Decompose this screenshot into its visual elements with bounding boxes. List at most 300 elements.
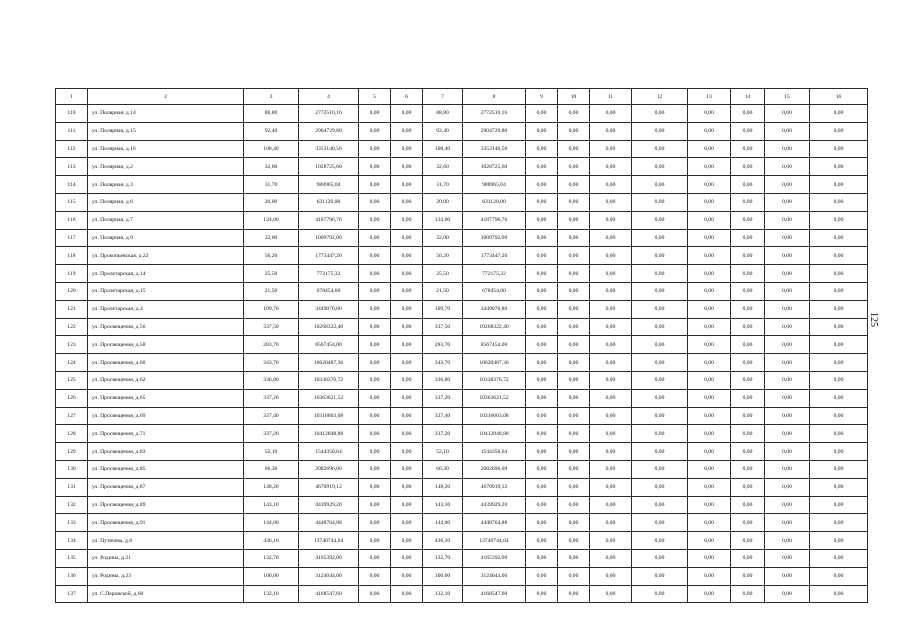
table-row	[56, 176, 868, 194]
value-cell: 0,00	[526, 371, 558, 389]
value-cell: 0,00	[632, 478, 688, 496]
value-cell: 0,00	[391, 105, 423, 123]
value-cell: 0,00	[632, 514, 688, 532]
value-cell: 0,00	[731, 265, 765, 283]
value-cell: 0,00	[765, 229, 810, 247]
row-number-cell: 112	[56, 140, 88, 158]
value-cell: 0,00	[810, 407, 868, 425]
column-header: 14	[731, 89, 765, 105]
value-cell: 0,00	[810, 265, 868, 283]
value-cell: 283,70	[423, 336, 463, 354]
value-cell: 3124044,00	[463, 567, 526, 585]
table-row	[56, 211, 868, 229]
value-cell: 0,00	[632, 247, 688, 265]
value-cell: 0,00	[359, 478, 391, 496]
value-cell: 0,00	[688, 514, 731, 532]
column-header: 12	[632, 89, 688, 105]
value-cell: 10412848,88	[299, 425, 359, 443]
value-cell: 0,00	[731, 443, 765, 461]
value-cell: 0,00	[590, 140, 632, 158]
value-cell: 0,00	[765, 514, 810, 532]
value-cell: 0,00	[526, 247, 558, 265]
value-cell: 0,00	[359, 336, 391, 354]
value-cell: 0,00	[731, 567, 765, 585]
column-header: 6	[391, 89, 423, 105]
address-cell: ул. Просвещения, д.65	[88, 389, 244, 407]
value-cell: 988965,04	[299, 176, 359, 194]
row-number-cell: 118	[56, 247, 88, 265]
value-cell: 0,00	[688, 425, 731, 443]
value-cell: 0,00	[558, 158, 590, 176]
value-cell: 0,00	[590, 247, 632, 265]
value-cell: 0,00	[688, 265, 731, 283]
value-cell: 0,00	[558, 407, 590, 425]
value-cell: 0,00	[765, 211, 810, 229]
row-number-cell: 110	[56, 105, 88, 123]
row-number-cell: 131	[56, 478, 88, 496]
value-cell: 0,00	[688, 282, 731, 300]
value-cell: 0,00	[526, 140, 558, 158]
value-cell: 0,00	[590, 300, 632, 318]
value-cell: 108,40	[423, 140, 463, 158]
value-cell: 0,00	[558, 425, 590, 443]
value-cell: 0,00	[810, 105, 868, 123]
value-cell: 0,00	[765, 425, 810, 443]
value-cell: 0,00	[688, 336, 731, 354]
value-cell: 0,00	[731, 478, 765, 496]
value-cell: 100,00	[244, 567, 299, 585]
value-cell: 436,10	[244, 532, 299, 550]
value-cell: 0,00	[688, 371, 731, 389]
value-cell: 0,00	[558, 549, 590, 567]
value-cell: 0,00	[731, 247, 765, 265]
value-cell: 0,00	[731, 105, 765, 123]
row-number-cell: 115	[56, 193, 88, 211]
value-cell: 0,00	[391, 371, 423, 389]
address-cell: ул. С.Перовской, д.60	[88, 585, 244, 603]
value-cell: 0,00	[391, 336, 423, 354]
value-cell: 0,00	[632, 229, 688, 247]
value-cell: 0,00	[810, 247, 868, 265]
value-cell: 31,70	[244, 176, 299, 194]
value-cell: 0,00	[731, 354, 765, 372]
value-cell: 0,00	[526, 443, 558, 461]
address-cell: ул. Прокопьевская, д.22	[88, 247, 244, 265]
value-cell: 0,00	[590, 460, 632, 478]
value-cell: 0,00	[391, 478, 423, 496]
value-cell: 0,00	[765, 318, 810, 336]
value-cell: 337,20	[244, 389, 299, 407]
value-cell: 0,00	[558, 443, 590, 461]
value-cell: 8567454,00	[463, 336, 526, 354]
value-cell: 0,00	[359, 158, 391, 176]
value-cell: 0,00	[558, 371, 590, 389]
value-cell: 0,00	[765, 460, 810, 478]
value-cell: 0,00	[688, 532, 731, 550]
value-cell: 0,00	[632, 122, 688, 140]
row-number-cell: 133	[56, 514, 88, 532]
value-cell: 92,40	[244, 122, 299, 140]
table-row	[56, 354, 868, 372]
table-row	[56, 371, 868, 389]
column-header: 10	[558, 89, 590, 105]
value-cell: 0,00	[810, 122, 868, 140]
value-cell: 0,00	[359, 229, 391, 247]
value-cell: 32,60	[423, 158, 463, 176]
value-cell: 4187796,76	[299, 211, 359, 229]
value-cell: 10620487,36	[299, 354, 359, 372]
value-cell: 0,00	[765, 354, 810, 372]
value-cell: 32,00	[423, 229, 463, 247]
value-cell: 0,00	[810, 158, 868, 176]
value-cell: 0,00	[590, 229, 632, 247]
value-cell: 0,00	[731, 211, 765, 229]
value-cell: 0,00	[391, 282, 423, 300]
value-cell: 337,20	[423, 389, 463, 407]
column-header: 4	[299, 89, 359, 105]
column-header: 7	[423, 89, 463, 105]
value-cell: 0,00	[359, 300, 391, 318]
value-cell: 0,00	[688, 211, 731, 229]
value-cell: 337,40	[423, 407, 463, 425]
table-row	[56, 460, 868, 478]
value-cell: 336,80	[423, 371, 463, 389]
value-cell: 0,00	[590, 549, 632, 567]
value-cell: 52,10	[244, 443, 299, 461]
value-cell: 0,00	[391, 389, 423, 407]
value-cell: 4448764,88	[463, 514, 526, 532]
value-cell: 4168547,60	[463, 585, 526, 603]
value-cell: 0,00	[558, 176, 590, 194]
value-cell: 0,00	[590, 585, 632, 603]
value-cell: 10268322,40	[299, 318, 359, 336]
value-cell: 20,00	[423, 193, 463, 211]
table-row	[56, 389, 868, 407]
value-cell: 132,10	[423, 585, 463, 603]
row-number-cell: 130	[56, 460, 88, 478]
value-cell: 0,00	[359, 514, 391, 532]
value-cell: 0,00	[391, 211, 423, 229]
row-number-cell: 135	[56, 549, 88, 567]
address-cell: ул. Полярная, д.14	[88, 105, 244, 123]
value-cell: 337,20	[244, 425, 299, 443]
value-cell: 0,00	[359, 247, 391, 265]
value-cell: 0,00	[558, 140, 590, 158]
value-cell: 25,50	[244, 265, 299, 283]
value-cell: 0,00	[688, 478, 731, 496]
value-cell: 0,00	[526, 425, 558, 443]
value-cell: 0,00	[765, 158, 810, 176]
value-cell: 0,00	[558, 496, 590, 514]
row-number-cell: 134	[56, 532, 88, 550]
value-cell: 144,00	[244, 514, 299, 532]
address-cell: ул. Просвещения, д.71	[88, 425, 244, 443]
address-cell: ул. Родины, д.21	[88, 549, 244, 567]
value-cell: 20,00	[244, 193, 299, 211]
value-cell: 0,00	[558, 567, 590, 585]
value-cell: 0,00	[632, 389, 688, 407]
value-cell: 0,00	[391, 176, 423, 194]
row-number-cell: 114	[56, 176, 88, 194]
column-header: 5	[359, 89, 391, 105]
value-cell: 0,00	[688, 158, 731, 176]
address-cell: ул. Пролетарская, д.4	[88, 300, 244, 318]
value-cell: 0,00	[590, 443, 632, 461]
value-cell: 0,00	[731, 176, 765, 194]
value-cell: 0,00	[558, 265, 590, 283]
value-cell: 10338376,72	[463, 371, 526, 389]
value-cell: 0,00	[526, 282, 558, 300]
row-number-cell: 127	[56, 407, 88, 425]
value-cell: 0,00	[359, 549, 391, 567]
value-cell: 0,00	[558, 389, 590, 407]
value-cell: 0,00	[810, 567, 868, 585]
value-cell: 0,00	[688, 549, 731, 567]
value-cell: 0,00	[810, 229, 868, 247]
value-cell: 0,00	[632, 567, 688, 585]
value-cell: 4439929,20	[299, 496, 359, 514]
value-cell: 0,00	[359, 282, 391, 300]
value-cell: 0,00	[590, 105, 632, 123]
value-cell: 0,00	[526, 300, 558, 318]
value-cell: 0,00	[359, 371, 391, 389]
value-cell: 143,10	[423, 496, 463, 514]
value-cell: 0,00	[810, 336, 868, 354]
value-cell: 0,00	[731, 300, 765, 318]
value-cell: 0,00	[731, 585, 765, 603]
row-number-cell: 128	[56, 425, 88, 443]
value-cell: 0,00	[590, 211, 632, 229]
value-cell: 0,00	[558, 211, 590, 229]
value-cell: 0,00	[731, 425, 765, 443]
value-cell: 0,00	[391, 496, 423, 514]
value-cell: 0,00	[526, 585, 558, 603]
row-number-cell: 113	[56, 158, 88, 176]
value-cell: 108,40	[244, 140, 299, 158]
value-cell: 0,00	[765, 193, 810, 211]
address-cell: ул. Путячева, д.8	[88, 532, 244, 550]
value-cell: 0,00	[765, 176, 810, 194]
value-cell: 0,00	[558, 318, 590, 336]
value-cell: 21,50	[244, 282, 299, 300]
value-cell: 0,00	[558, 585, 590, 603]
value-cell: 0,00	[590, 318, 632, 336]
value-cell: 0,00	[526, 532, 558, 550]
value-cell: 148,20	[423, 478, 463, 496]
value-cell: 132,10	[244, 585, 299, 603]
value-cell: 0,00	[590, 425, 632, 443]
value-cell: 109,70	[423, 300, 463, 318]
value-cell: 0,00	[731, 193, 765, 211]
value-cell: 132,70	[244, 549, 299, 567]
value-cell: 0,00	[558, 354, 590, 372]
value-cell: 134,00	[423, 211, 463, 229]
value-cell: 0,00	[558, 193, 590, 211]
value-cell: 132,70	[423, 549, 463, 567]
value-cell: 0,00	[558, 282, 590, 300]
value-cell: 0,00	[590, 193, 632, 211]
value-cell: 92,40	[423, 122, 463, 140]
value-cell: 0,00	[632, 425, 688, 443]
value-cell: 0,00	[590, 354, 632, 372]
value-cell: 0,00	[765, 389, 810, 407]
value-cell: 0,00	[688, 407, 731, 425]
value-cell: 0,00	[632, 371, 688, 389]
value-cell: 0,00	[810, 193, 868, 211]
value-cell: 0,00	[590, 567, 632, 585]
value-cell: 0,00	[526, 389, 558, 407]
value-cell: 631120,00	[463, 193, 526, 211]
value-cell: 1544350,64	[299, 443, 359, 461]
value-cell: 0,00	[688, 140, 731, 158]
column-header: 8	[463, 89, 526, 105]
value-cell: 0,00	[688, 496, 731, 514]
header-row	[56, 89, 868, 105]
value-cell: 0,00	[558, 478, 590, 496]
address-cell: ул. Полярная, д.9	[88, 229, 244, 247]
value-cell: 0,00	[688, 354, 731, 372]
value-cell: 52,10	[423, 443, 463, 461]
value-cell: 4165392,00	[299, 549, 359, 567]
value-cell: 772175,32	[463, 265, 526, 283]
value-cell: 0,00	[688, 318, 731, 336]
value-cell: 631120,00	[299, 193, 359, 211]
value-cell: 0,00	[526, 318, 558, 336]
value-cell: 0,00	[391, 460, 423, 478]
value-cell: 0,00	[391, 407, 423, 425]
value-cell: 0,00	[558, 514, 590, 532]
value-cell: 0,00	[731, 282, 765, 300]
value-cell: 0,00	[632, 158, 688, 176]
value-cell: 0,00	[558, 247, 590, 265]
row-number-cell: 119	[56, 265, 88, 283]
address-cell: ул. Пролетарская, д.14	[88, 265, 244, 283]
value-cell: 0,00	[558, 336, 590, 354]
table-row	[56, 105, 868, 123]
value-cell: 2772510,16	[463, 105, 526, 123]
value-cell: 0,00	[810, 318, 868, 336]
value-cell: 0,00	[359, 567, 391, 585]
value-cell: 100,00	[423, 567, 463, 585]
value-cell: 0,00	[731, 407, 765, 425]
value-cell: 0,00	[558, 532, 590, 550]
value-cell: 0,00	[632, 532, 688, 550]
value-cell: 0,00	[391, 300, 423, 318]
row-number-cell: 111	[56, 122, 88, 140]
row-number-cell: 122	[56, 318, 88, 336]
value-cell: 10363621,52	[463, 389, 526, 407]
address-cell: ул. Просвещения, д.91	[88, 514, 244, 532]
value-cell: 0,00	[526, 265, 558, 283]
value-cell: 678454,00	[299, 282, 359, 300]
address-cell: ул. Пролетарская, д.15	[88, 282, 244, 300]
value-cell: 0,00	[810, 532, 868, 550]
value-cell: 0,00	[810, 443, 868, 461]
value-cell: 0,00	[632, 460, 688, 478]
table-row	[56, 514, 868, 532]
value-cell: 0,00	[359, 318, 391, 336]
value-cell: 0,00	[359, 532, 391, 550]
value-cell: 0,00	[810, 514, 868, 532]
value-cell: 0,00	[810, 496, 868, 514]
value-cell: 0,00	[526, 336, 558, 354]
table-body	[56, 89, 868, 603]
value-cell: 0,00	[632, 443, 688, 461]
value-cell: 0,00	[632, 140, 688, 158]
value-cell: 0,00	[590, 407, 632, 425]
value-cell: 337,40	[244, 407, 299, 425]
value-cell: 0,00	[526, 496, 558, 514]
address-cell: ул. Родины, д.23	[88, 567, 244, 585]
value-cell: 148,20	[244, 478, 299, 496]
value-cell: 0,00	[391, 140, 423, 158]
column-header: 2	[88, 89, 244, 105]
value-cell: 0,00	[632, 407, 688, 425]
value-cell: 0,00	[558, 105, 590, 123]
value-cell: 0,00	[391, 585, 423, 603]
column-header: 16	[810, 89, 868, 105]
value-cell: 772175,32	[299, 265, 359, 283]
value-cell: 13740744,64	[299, 532, 359, 550]
value-cell: 4165392,00	[463, 549, 526, 567]
value-cell: 3449070,80	[463, 300, 526, 318]
value-cell: 0,00	[391, 158, 423, 176]
value-cell: 0,00	[391, 122, 423, 140]
value-cell: 0,00	[765, 407, 810, 425]
value-cell: 0,00	[688, 229, 731, 247]
row-number-cell: 116	[56, 211, 88, 229]
value-cell: 0,00	[731, 532, 765, 550]
value-cell: 337,50	[423, 318, 463, 336]
value-cell: 0,00	[765, 122, 810, 140]
table-row	[56, 229, 868, 247]
value-cell: 4168547,60	[299, 585, 359, 603]
value-cell: 0,00	[391, 425, 423, 443]
value-cell: 336,80	[244, 371, 299, 389]
value-cell: 0,00	[632, 105, 688, 123]
row-number-cell: 137	[56, 585, 88, 603]
address-cell: ул. Просвещения, д.85	[88, 460, 244, 478]
value-cell: 66,30	[244, 460, 299, 478]
value-cell: 0,00	[590, 282, 632, 300]
value-cell: 0,00	[590, 389, 632, 407]
column-header: 13	[688, 89, 731, 105]
table-row	[56, 443, 868, 461]
value-cell: 3449070,80	[299, 300, 359, 318]
value-cell: 10620487,36	[463, 354, 526, 372]
column-header: 15	[765, 89, 810, 105]
value-cell: 0,00	[359, 407, 391, 425]
column-header: 11	[590, 89, 632, 105]
value-cell: 0,00	[391, 265, 423, 283]
value-cell: 21,50	[423, 282, 463, 300]
value-cell: 31,70	[423, 176, 463, 194]
value-cell: 0,00	[359, 140, 391, 158]
value-cell: 0,00	[688, 460, 731, 478]
value-cell: 4187796,76	[463, 211, 526, 229]
value-cell: 0,00	[688, 443, 731, 461]
row-number-cell: 124	[56, 354, 88, 372]
value-cell: 0,00	[765, 105, 810, 123]
column-header: 1	[56, 89, 88, 105]
value-cell: 0,00	[765, 585, 810, 603]
value-cell: 0,00	[391, 229, 423, 247]
value-cell: 436,10	[423, 532, 463, 550]
value-cell: 0,00	[526, 407, 558, 425]
value-cell: 0,00	[590, 371, 632, 389]
value-cell: 0,00	[731, 496, 765, 514]
value-cell: 0,00	[590, 176, 632, 194]
